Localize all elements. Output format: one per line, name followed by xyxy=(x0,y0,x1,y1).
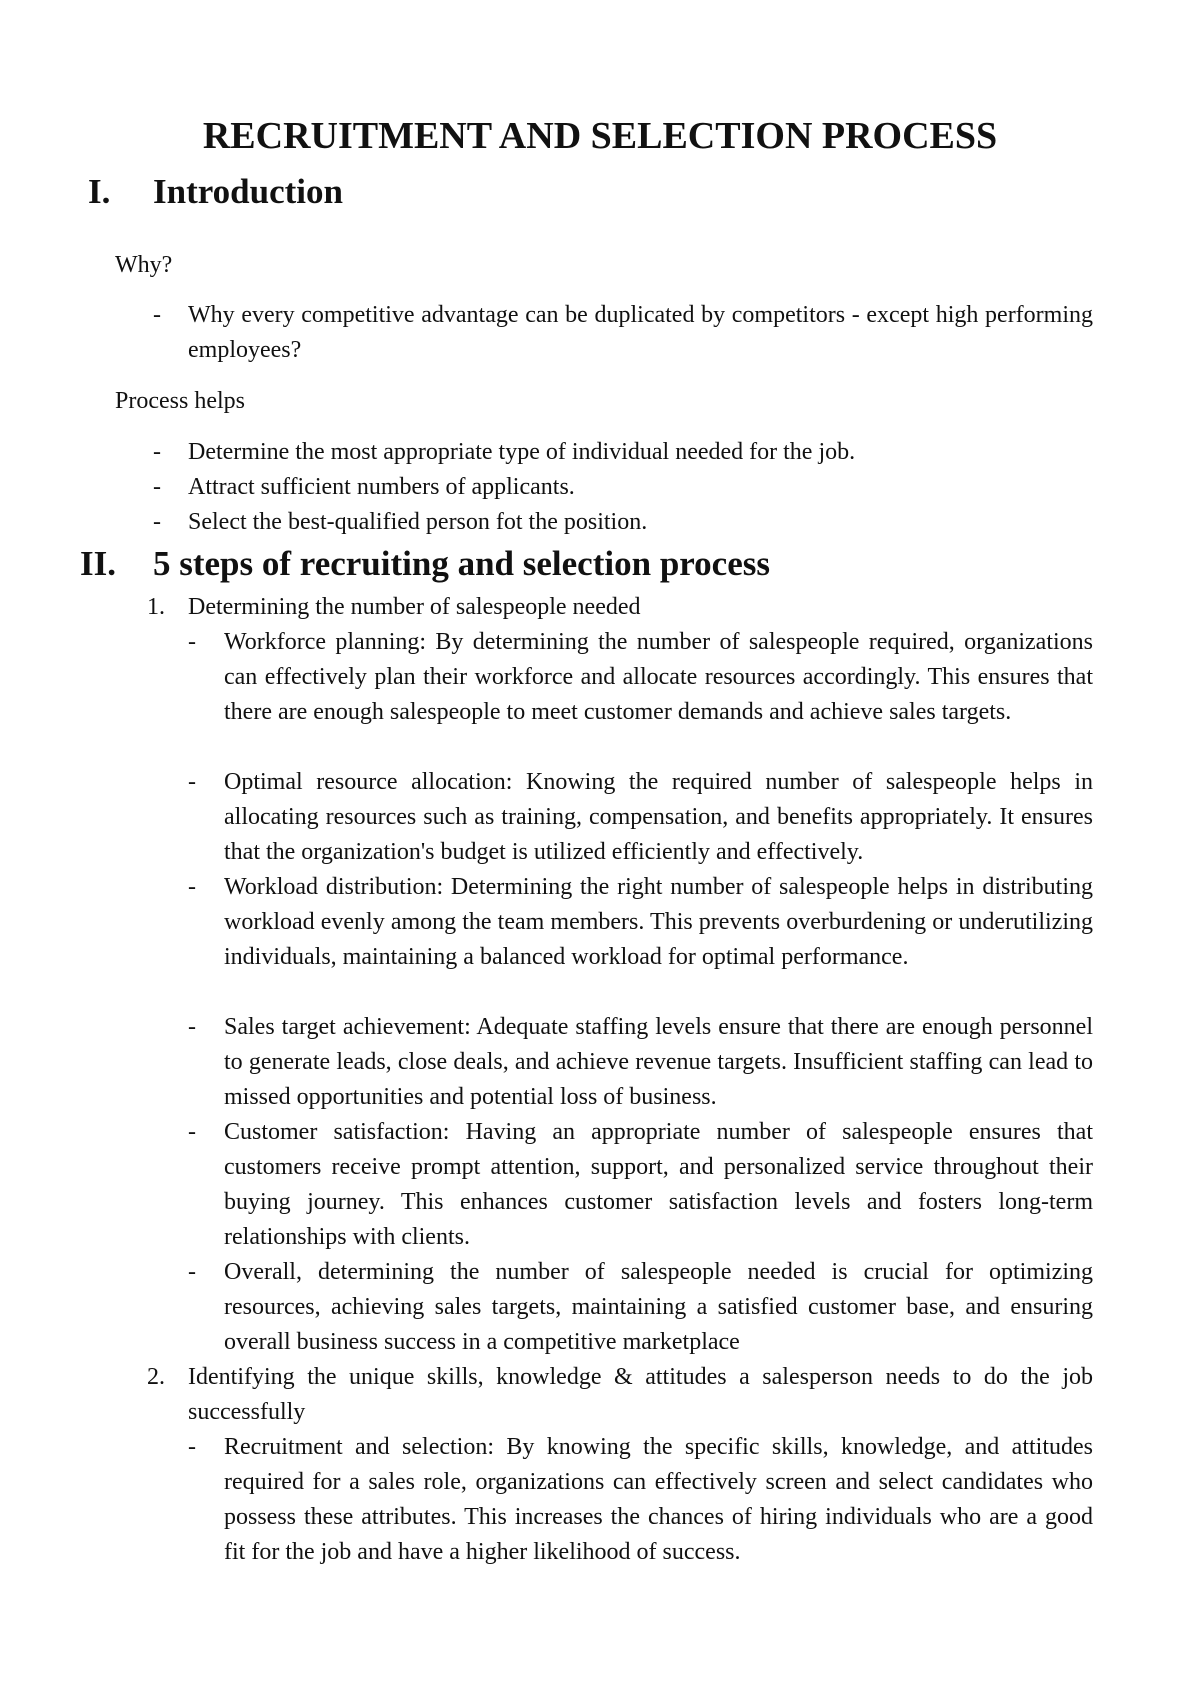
section-numeral: I. xyxy=(88,172,111,211)
bullet-mark: - xyxy=(188,629,196,655)
section-title: Introduction xyxy=(153,172,343,211)
bullet-mark: - xyxy=(188,1119,196,1145)
why-label: Why? xyxy=(115,252,173,278)
bullet-mark: - xyxy=(153,439,161,465)
bullet-text: Recruitment and selection: By knowing the specific skills, knowledge, and attitudes required for a sales role, organizations can effectively screen and select candidates who possess these attributes. This increases the chances of hiring individuals who are a good fit for the job and have a higher likelihood of success. xyxy=(224,1434,1093,1565)
bullet-text: Workforce planning: By determining the number of salespeople required, organizations can effectively plan their workforce and allocate resources accordingly. This ensures that there are enough salespeople to meet customer demands and achieve sales targets. xyxy=(224,629,1093,725)
bullet-mark: - xyxy=(188,1434,196,1460)
step-number: 1. xyxy=(147,594,165,620)
bullet-text: Attract sufficient numbers of applicants. xyxy=(188,474,575,500)
bullet-text: Why every competitive advantage can be duplicated by competitors - except high performing employees? xyxy=(188,302,1093,363)
bullet-text: Determine the most appropriate type of individual needed for the job. xyxy=(188,439,856,465)
bullet-text: Sales target achievement: Adequate staffing levels ensure that there are enough personnel to generate leads, close deals, and achieve revenue targets. Insufficient staffing can lead to missed opportunities and potential loss of business. xyxy=(224,1014,1093,1110)
bullet-mark: - xyxy=(188,874,196,900)
bullet-mark: - xyxy=(153,302,161,328)
process-helps-label: Process helps xyxy=(115,388,245,414)
bullet-text: Optimal resource allocation: Knowing the required number of salespeople helps in allocating resources such as training, compensation, and benefits appropriately. It ensures that the organization's budget is utilized efficiently and effectively. xyxy=(224,769,1093,865)
section-numeral: II. xyxy=(80,544,116,583)
document-title: RECRUITMENT AND SELECTION PROCESS xyxy=(202,115,998,157)
bullet-mark: - xyxy=(188,769,196,795)
bullet-mark: - xyxy=(153,509,161,535)
bullet-text: Overall, determining the number of salespeople needed is crucial for optimizing resources, achieving sales targets, maintaining a satisfied customer base, and ensuring overall business success in a competitive marketplace xyxy=(224,1259,1093,1355)
section-title: 5 steps of recruiting and selection process xyxy=(153,544,770,583)
bullet-text: Workload distribution: Determining the right number of salespeople helps in distributing workload evenly among the team members. This prevents overburdening or underutilizing individuals, maintaining a balanced workload for optimal performance. xyxy=(224,874,1093,970)
bullet-mark: - xyxy=(153,474,161,500)
bullet-text: Customer satisfaction: Having an appropriate number of salespeople ensures that customers receive prompt attention, support, and personalized service throughout their buying journey. This enhances customer satisfaction levels and fosters long-term relationships with clients. xyxy=(224,1119,1093,1250)
bullet-mark: - xyxy=(188,1259,196,1285)
step-title: Determining the number of salespeople needed xyxy=(188,594,641,620)
step-title: Identifying the unique skills, knowledge & attitudes a salesperson needs to do the job successfully xyxy=(188,1364,1093,1425)
bullet-mark: - xyxy=(188,1014,196,1040)
step-number: 2. xyxy=(147,1364,165,1390)
bullet-text: Select the best-qualified person fot the position. xyxy=(188,509,648,535)
